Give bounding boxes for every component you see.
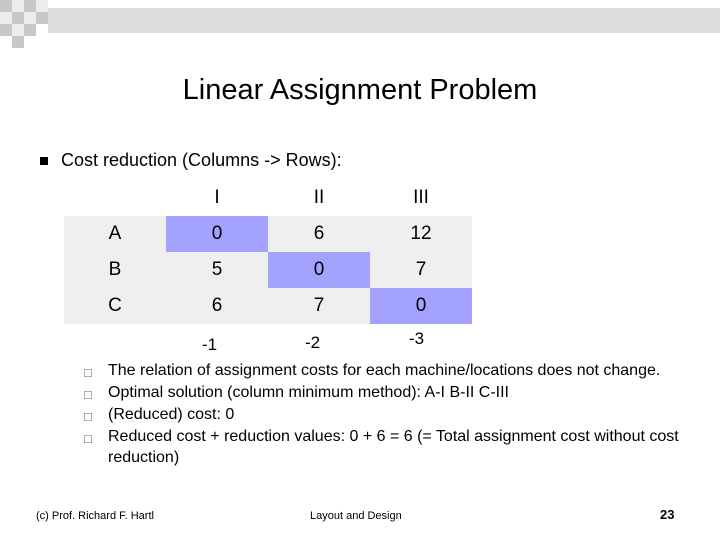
- hollow-square-bullet-icon: □: [84, 365, 92, 380]
- table-cell-highlighted: 0: [370, 288, 472, 324]
- table-cell: 12: [370, 216, 472, 252]
- main-bullet-text: Cost reduction (Columns -> Rows):: [61, 150, 342, 170]
- footer-author: (c) Prof. Richard F. Hartl: [36, 510, 154, 522]
- table-row: [64, 216, 472, 252]
- hollow-square-bullet-icon: □: [84, 431, 92, 446]
- row-label: C: [64, 288, 166, 324]
- reduction-value: -1: [202, 335, 218, 354]
- main-bullet: [40, 150, 342, 171]
- hollow-square-bullet-icon: □: [84, 387, 92, 402]
- table-cell-highlighted: 0: [268, 252, 370, 288]
- row-label: B: [64, 252, 166, 288]
- table-row: [64, 288, 472, 324]
- table-cell: 7: [268, 288, 370, 324]
- square-bullet-icon: [40, 157, 48, 165]
- table-row: [64, 252, 472, 288]
- col-header: I: [214, 187, 220, 208]
- header-decoration: [0, 0, 720, 50]
- reduction-value: -2: [305, 333, 321, 352]
- slide-title: Linear Assignment Problem: [182, 74, 538, 106]
- list-item: [84, 382, 684, 403]
- sub-bullet-list: [84, 360, 684, 469]
- reduction-value: -3: [409, 329, 425, 348]
- page-number: 23: [660, 507, 675, 522]
- table-cell: 6: [166, 288, 268, 324]
- table-cell: 6: [268, 216, 370, 252]
- list-item: [84, 360, 684, 381]
- list-item-text: The relation of assignment costs for each machine/locations does not change.: [108, 362, 661, 379]
- list-item-text: (Reduced) cost: 0: [108, 406, 235, 423]
- list-item: [84, 404, 684, 425]
- table-cell: 7: [370, 252, 472, 288]
- header-row: [64, 180, 472, 216]
- corner-cell: [64, 180, 166, 216]
- table-cell: 5: [166, 252, 268, 288]
- list-item-text: Reduced cost + reduction values: 0 + 6 = 6 (= Total assignment cost without cost reduction): [108, 428, 679, 466]
- list-item-text: Optimal solution (column minimum method): A-I B-II C-III: [108, 384, 509, 401]
- table-cell-highlighted: 0: [166, 216, 268, 252]
- hollow-square-bullet-icon: □: [84, 409, 92, 424]
- cost-matrix: [64, 180, 472, 324]
- list-item: [84, 426, 684, 468]
- row-label: A: [64, 216, 166, 252]
- col-header: III: [413, 187, 429, 208]
- footer-course: Layout and Design: [310, 510, 402, 522]
- col-header: II: [313, 187, 325, 208]
